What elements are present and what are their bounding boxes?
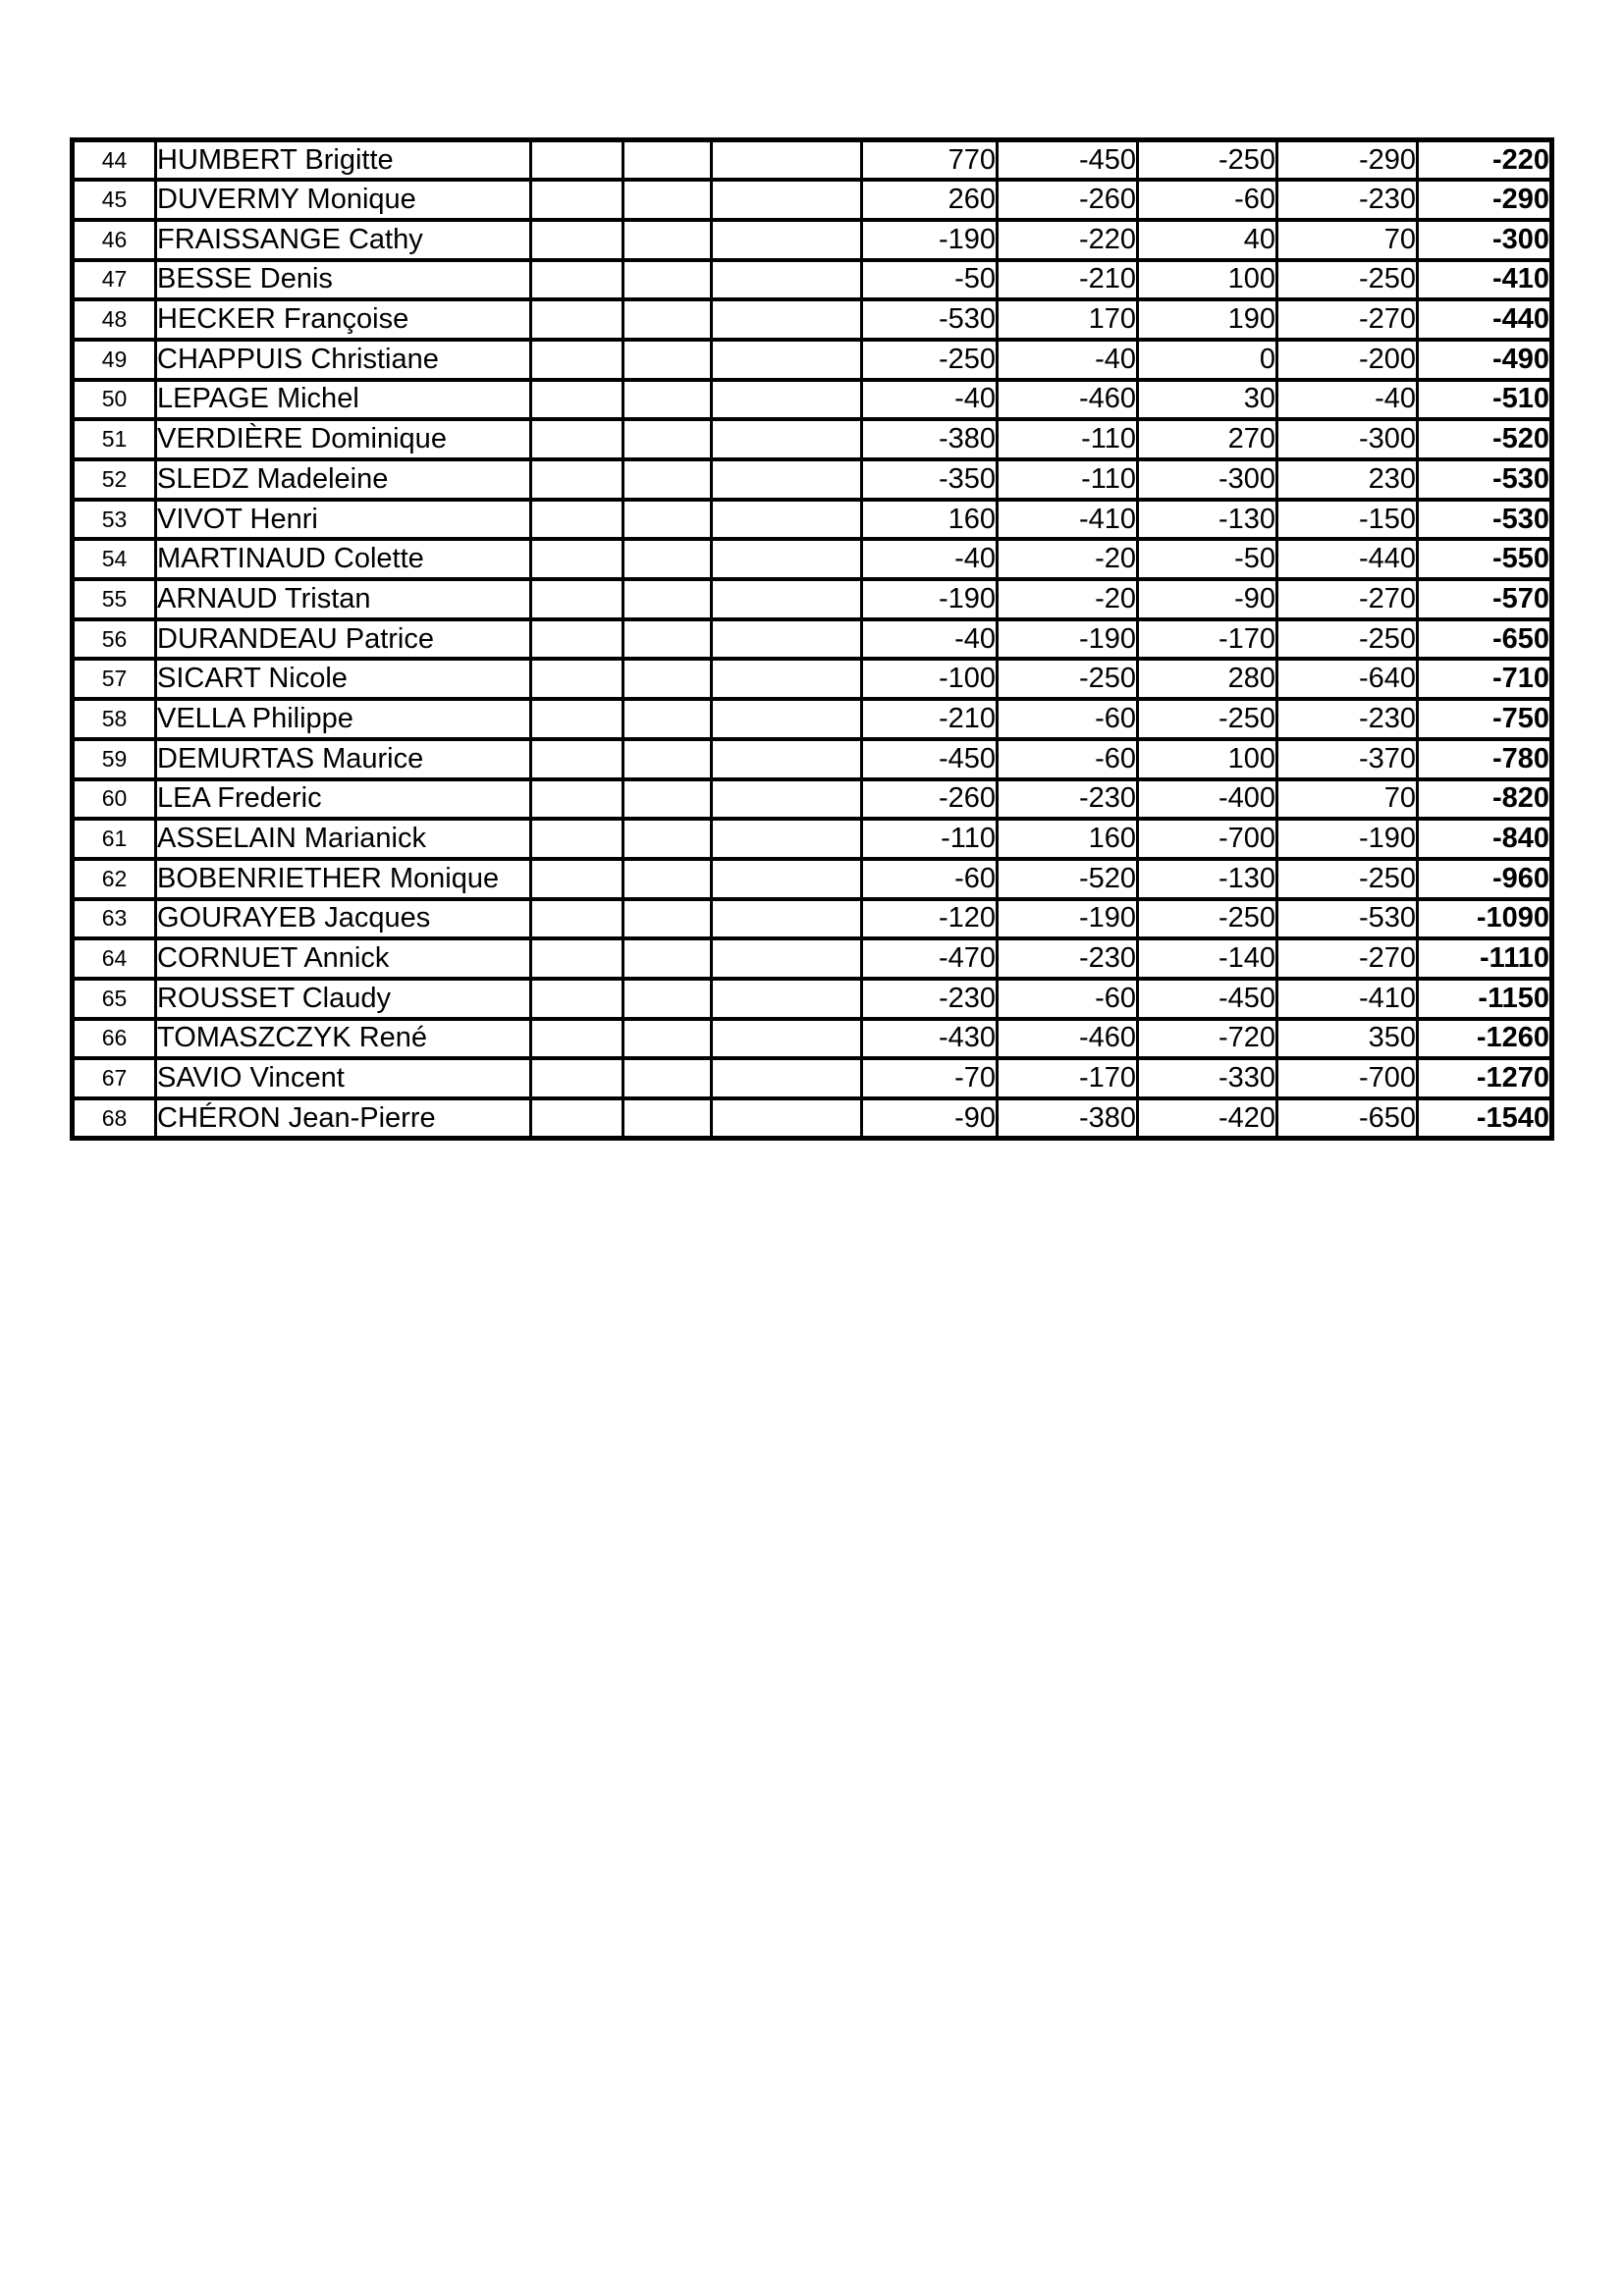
value-cell: -140: [1138, 938, 1277, 979]
empty-cell: [623, 220, 712, 260]
empty-cell: [623, 739, 712, 779]
rank-cell: 44: [73, 140, 156, 181]
rank-cell: 56: [73, 619, 156, 660]
table-row: [73, 220, 1552, 260]
value-cell: -50: [1138, 539, 1277, 579]
table-row: [73, 260, 1552, 300]
total-cell: -290: [1418, 180, 1552, 220]
value-cell: -60: [998, 979, 1138, 1019]
table-row: [73, 340, 1552, 380]
total-cell: -410: [1418, 260, 1552, 300]
table-row: [73, 579, 1552, 619]
name-cell: HUMBERT Brigitte: [156, 140, 531, 181]
name-cell: VELLA Philippe: [156, 699, 531, 739]
rank-cell: 53: [73, 500, 156, 540]
table-row: [73, 539, 1552, 579]
name-cell: VERDIÈRE Dominique: [156, 419, 531, 459]
empty-cell: [531, 938, 623, 979]
total-cell: -490: [1418, 340, 1552, 380]
empty-cell: [623, 699, 712, 739]
empty-cell: [531, 459, 623, 500]
name-cell: CHAPPUIS Christiane: [156, 340, 531, 380]
value-cell: -210: [862, 699, 998, 739]
value-cell: -450: [862, 739, 998, 779]
value-cell: -250: [998, 659, 1138, 699]
total-cell: -570: [1418, 579, 1552, 619]
total-cell: -710: [1418, 659, 1552, 699]
table-row: [73, 699, 1552, 739]
value-cell: -190: [862, 579, 998, 619]
table-row: [73, 1058, 1552, 1098]
empty-cell: [623, 619, 712, 660]
total-cell: -1150: [1418, 979, 1552, 1019]
total-cell: -1270: [1418, 1058, 1552, 1098]
empty-cell: [712, 340, 862, 380]
value-cell: -60: [862, 859, 998, 899]
value-cell: -270: [1277, 938, 1418, 979]
empty-cell: [712, 1058, 862, 1098]
value-cell: -190: [998, 899, 1138, 939]
total-cell: -530: [1418, 500, 1552, 540]
empty-cell: [623, 579, 712, 619]
empty-cell: [623, 938, 712, 979]
value-cell: -230: [998, 938, 1138, 979]
value-cell: -250: [1138, 699, 1277, 739]
empty-cell: [531, 340, 623, 380]
empty-cell: [531, 579, 623, 619]
table-row: [73, 739, 1552, 779]
empty-cell: [623, 180, 712, 220]
total-cell: -750: [1418, 699, 1552, 739]
empty-cell: [623, 419, 712, 459]
empty-cell: [712, 299, 862, 340]
value-cell: -230: [998, 779, 1138, 820]
name-cell: DURANDEAU Patrice: [156, 619, 531, 660]
value-cell: -230: [862, 979, 998, 1019]
empty-cell: [712, 938, 862, 979]
total-cell: -510: [1418, 380, 1552, 420]
value-cell: -700: [1277, 1058, 1418, 1098]
value-cell: -40: [862, 539, 998, 579]
empty-cell: [531, 659, 623, 699]
name-cell: DEMURTAS Maurice: [156, 739, 531, 779]
value-cell: -190: [862, 220, 998, 260]
value-cell: -100: [862, 659, 998, 699]
empty-cell: [623, 819, 712, 859]
table-row: [73, 180, 1552, 220]
value-cell: 100: [1138, 260, 1277, 300]
rank-cell: 58: [73, 699, 156, 739]
empty-cell: [712, 899, 862, 939]
name-cell: SAVIO Vincent: [156, 1058, 531, 1098]
empty-cell: [712, 619, 862, 660]
value-cell: -300: [1277, 419, 1418, 459]
table-row: [73, 1019, 1552, 1059]
name-cell: FRAISSANGE Cathy: [156, 220, 531, 260]
table-row: [73, 779, 1552, 820]
value-cell: -250: [1277, 619, 1418, 660]
value-cell: -260: [862, 779, 998, 820]
rank-cell: 57: [73, 659, 156, 699]
empty-cell: [712, 739, 862, 779]
name-cell: SLEDZ Madeleine: [156, 459, 531, 500]
value-cell: -60: [1138, 180, 1277, 220]
value-cell: -270: [1277, 579, 1418, 619]
value-cell: -40: [1277, 380, 1418, 420]
ranking-table: [70, 137, 1554, 1141]
value-cell: -290: [1277, 140, 1418, 181]
total-cell: -840: [1418, 819, 1552, 859]
value-cell: -230: [1277, 180, 1418, 220]
rank-cell: 47: [73, 260, 156, 300]
value-cell: -470: [862, 938, 998, 979]
rank-cell: 68: [73, 1098, 156, 1139]
empty-cell: [712, 779, 862, 820]
value-cell: -120: [862, 899, 998, 939]
total-cell: -1540: [1418, 1098, 1552, 1139]
value-cell: -150: [1277, 500, 1418, 540]
name-cell: ROUSSET Claudy: [156, 979, 531, 1019]
name-cell: TOMASZCZYK René: [156, 1019, 531, 1059]
value-cell: 100: [1138, 739, 1277, 779]
empty-cell: [712, 419, 862, 459]
value-cell: -40: [998, 340, 1138, 380]
value-cell: -20: [998, 579, 1138, 619]
total-cell: -1260: [1418, 1019, 1552, 1059]
table-row: [73, 1098, 1552, 1139]
empty-cell: [623, 1019, 712, 1059]
value-cell: -520: [998, 859, 1138, 899]
empty-cell: [712, 979, 862, 1019]
table-row: [73, 938, 1552, 979]
value-cell: -380: [998, 1098, 1138, 1139]
value-cell: -410: [1277, 979, 1418, 1019]
value-cell: -530: [1277, 899, 1418, 939]
empty-cell: [623, 779, 712, 820]
value-cell: -350: [862, 459, 998, 500]
value-cell: -110: [998, 419, 1138, 459]
empty-cell: [531, 699, 623, 739]
empty-cell: [531, 859, 623, 899]
value-cell: 230: [1277, 459, 1418, 500]
value-cell: -220: [998, 220, 1138, 260]
table-row: [73, 819, 1552, 859]
empty-cell: [623, 459, 712, 500]
value-cell: 190: [1138, 299, 1277, 340]
empty-cell: [623, 340, 712, 380]
empty-cell: [623, 659, 712, 699]
empty-cell: [531, 739, 623, 779]
name-cell: BESSE Denis: [156, 260, 531, 300]
value-cell: -270: [1277, 299, 1418, 340]
value-cell: 30: [1138, 380, 1277, 420]
empty-cell: [531, 500, 623, 540]
value-cell: -130: [1138, 859, 1277, 899]
name-cell: GOURAYEB Jacques: [156, 899, 531, 939]
value-cell: -250: [1138, 899, 1277, 939]
value-cell: -250: [1277, 859, 1418, 899]
rank-cell: 55: [73, 579, 156, 619]
empty-cell: [531, 819, 623, 859]
empty-cell: [712, 579, 862, 619]
value-cell: -60: [998, 699, 1138, 739]
empty-cell: [623, 500, 712, 540]
table-row: [73, 500, 1552, 540]
value-cell: 270: [1138, 419, 1277, 459]
total-cell: -550: [1418, 539, 1552, 579]
total-cell: -520: [1418, 419, 1552, 459]
empty-cell: [623, 899, 712, 939]
empty-cell: [531, 299, 623, 340]
rank-cell: 50: [73, 380, 156, 420]
value-cell: -170: [998, 1058, 1138, 1098]
value-cell: -90: [862, 1098, 998, 1139]
total-cell: -220: [1418, 140, 1552, 181]
total-cell: -530: [1418, 459, 1552, 500]
empty-cell: [712, 380, 862, 420]
total-cell: -1110: [1418, 938, 1552, 979]
empty-cell: [623, 979, 712, 1019]
total-cell: -650: [1418, 619, 1552, 660]
value-cell: -410: [998, 500, 1138, 540]
value-cell: -400: [1138, 779, 1277, 820]
value-cell: -370: [1277, 739, 1418, 779]
value-cell: -90: [1138, 579, 1277, 619]
value-cell: -210: [998, 260, 1138, 300]
value-cell: -300: [1138, 459, 1277, 500]
value-cell: -700: [1138, 819, 1277, 859]
value-cell: -330: [1138, 1058, 1277, 1098]
rank-cell: 49: [73, 340, 156, 380]
empty-cell: [531, 899, 623, 939]
rank-cell: 67: [73, 1058, 156, 1098]
value-cell: 260: [862, 180, 998, 220]
empty-cell: [712, 659, 862, 699]
empty-cell: [712, 220, 862, 260]
value-cell: -250: [862, 340, 998, 380]
value-cell: 170: [998, 299, 1138, 340]
name-cell: LEA Frederic: [156, 779, 531, 820]
rank-cell: 63: [73, 899, 156, 939]
rank-cell: 59: [73, 739, 156, 779]
value-cell: 40: [1138, 220, 1277, 260]
empty-cell: [623, 1058, 712, 1098]
table-row: [73, 140, 1552, 181]
value-cell: -170: [1138, 619, 1277, 660]
value-cell: -720: [1138, 1019, 1277, 1059]
empty-cell: [531, 140, 623, 181]
table-row: [73, 459, 1552, 500]
total-cell: -300: [1418, 220, 1552, 260]
table-row: [73, 299, 1552, 340]
value-cell: 160: [998, 819, 1138, 859]
rank-cell: 45: [73, 180, 156, 220]
value-cell: -190: [998, 619, 1138, 660]
empty-cell: [623, 299, 712, 340]
rank-cell: 66: [73, 1019, 156, 1059]
value-cell: -40: [862, 619, 998, 660]
value-cell: -420: [1138, 1098, 1277, 1139]
empty-cell: [712, 1098, 862, 1139]
value-cell: -430: [862, 1019, 998, 1059]
table-row: [73, 859, 1552, 899]
table-row: [73, 619, 1552, 660]
empty-cell: [623, 140, 712, 181]
value-cell: -380: [862, 419, 998, 459]
table-row: [73, 380, 1552, 420]
empty-cell: [712, 1019, 862, 1059]
table-row: [73, 899, 1552, 939]
value-cell: -50: [862, 260, 998, 300]
empty-cell: [623, 260, 712, 300]
value-cell: -640: [1277, 659, 1418, 699]
value-cell: 770: [862, 140, 998, 181]
value-cell: -40: [862, 380, 998, 420]
name-cell: ARNAUD Tristan: [156, 579, 531, 619]
table-row: [73, 659, 1552, 699]
value-cell: -110: [862, 819, 998, 859]
name-cell: MARTINAUD Colette: [156, 539, 531, 579]
empty-cell: [623, 1098, 712, 1139]
empty-cell: [531, 260, 623, 300]
empty-cell: [712, 859, 862, 899]
table-row: [73, 419, 1552, 459]
ranking-table-body: [73, 140, 1552, 1139]
value-cell: -530: [862, 299, 998, 340]
value-cell: -230: [1277, 699, 1418, 739]
rank-cell: 52: [73, 459, 156, 500]
total-cell: -820: [1418, 779, 1552, 820]
name-cell: VIVOT Henri: [156, 500, 531, 540]
empty-cell: [531, 1058, 623, 1098]
empty-cell: [623, 380, 712, 420]
empty-cell: [712, 260, 862, 300]
value-cell: -440: [1277, 539, 1418, 579]
total-cell: -440: [1418, 299, 1552, 340]
value-cell: -110: [998, 459, 1138, 500]
value-cell: -200: [1277, 340, 1418, 380]
empty-cell: [531, 1098, 623, 1139]
rank-cell: 54: [73, 539, 156, 579]
value-cell: 160: [862, 500, 998, 540]
total-cell: -1090: [1418, 899, 1552, 939]
rank-cell: 60: [73, 779, 156, 820]
value-cell: 70: [1277, 779, 1418, 820]
name-cell: CHÉRON Jean-Pierre: [156, 1098, 531, 1139]
value-cell: -20: [998, 539, 1138, 579]
empty-cell: [623, 859, 712, 899]
value-cell: 350: [1277, 1019, 1418, 1059]
name-cell: DUVERMY Monique: [156, 180, 531, 220]
empty-cell: [531, 619, 623, 660]
empty-cell: [712, 539, 862, 579]
table-row: [73, 979, 1552, 1019]
rank-cell: 51: [73, 419, 156, 459]
value-cell: -250: [1138, 140, 1277, 181]
empty-cell: [712, 699, 862, 739]
value-cell: -460: [998, 1019, 1138, 1059]
empty-cell: [531, 220, 623, 260]
name-cell: CORNUET Annick: [156, 938, 531, 979]
empty-cell: [531, 979, 623, 1019]
rank-cell: 48: [73, 299, 156, 340]
value-cell: -60: [998, 739, 1138, 779]
rank-cell: 46: [73, 220, 156, 260]
value-cell: -130: [1138, 500, 1277, 540]
empty-cell: [712, 180, 862, 220]
name-cell: HECKER Françoise: [156, 299, 531, 340]
value-cell: 280: [1138, 659, 1277, 699]
value-cell: -650: [1277, 1098, 1418, 1139]
value-cell: 0: [1138, 340, 1277, 380]
total-cell: -960: [1418, 859, 1552, 899]
name-cell: ASSELAIN Marianick: [156, 819, 531, 859]
empty-cell: [531, 419, 623, 459]
rank-cell: 62: [73, 859, 156, 899]
empty-cell: [712, 819, 862, 859]
empty-cell: [712, 140, 862, 181]
value-cell: -460: [998, 380, 1138, 420]
empty-cell: [712, 459, 862, 500]
value-cell: -190: [1277, 819, 1418, 859]
value-cell: -70: [862, 1058, 998, 1098]
rank-cell: 65: [73, 979, 156, 1019]
empty-cell: [531, 180, 623, 220]
value-cell: 70: [1277, 220, 1418, 260]
empty-cell: [712, 500, 862, 540]
value-cell: -260: [998, 180, 1138, 220]
rank-cell: 64: [73, 938, 156, 979]
empty-cell: [531, 539, 623, 579]
total-cell: -780: [1418, 739, 1552, 779]
empty-cell: [531, 1019, 623, 1059]
empty-cell: [531, 779, 623, 820]
name-cell: LEPAGE Michel: [156, 380, 531, 420]
value-cell: -250: [1277, 260, 1418, 300]
rank-cell: 61: [73, 819, 156, 859]
empty-cell: [531, 380, 623, 420]
value-cell: -450: [998, 140, 1138, 181]
value-cell: -450: [1138, 979, 1277, 1019]
name-cell: BOBENRIETHER Monique: [156, 859, 531, 899]
name-cell: SICART Nicole: [156, 659, 531, 699]
empty-cell: [623, 539, 712, 579]
